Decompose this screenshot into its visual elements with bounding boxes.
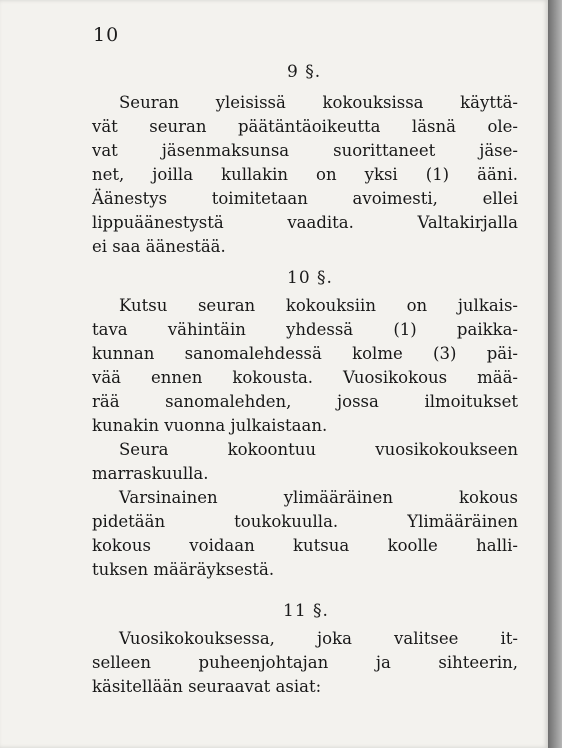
text-line: selleen puheenjohtajan ja sihteerin, — [92, 653, 518, 672]
text-line: tuksen määräyksestä. — [92, 560, 275, 579]
text-line: kunakin vuonna julkaistaan. — [92, 416, 328, 435]
text-line: Seuran yleisissä kokouksissa käyttä- — [119, 93, 518, 112]
text-line: ei saa äänestää. — [92, 237, 226, 256]
text-line: net, joilla kullakin on yksi (1) ääni. — [92, 165, 518, 184]
text-line: vät seuran päätäntäoikeutta läsnä ole- — [92, 117, 518, 136]
page-number: 10 — [93, 24, 120, 46]
text-line: vat jäsenmaksunsa suorittaneet jäse- — [92, 141, 518, 160]
text-line: lippuäänestystä vaadita. Valtakirjalla — [92, 213, 518, 232]
text-line: marraskuulla. — [92, 464, 209, 483]
section-heading-9: 9 §. — [287, 62, 322, 82]
text-line: rää sanomalehden, jossa ilmoitukset — [92, 392, 518, 411]
text-line: kokous voidaan kutsua koolle halli- — [92, 536, 518, 555]
text-line: kunnan sanomalehdessä kolme (3) päi- — [92, 344, 518, 363]
section-heading-10: 10 §. — [287, 268, 333, 288]
text-line: Äänestys toimitetaan avoimesti, ellei — [92, 189, 518, 208]
text-line: Seura kokoontuu vuosikokoukseen — [119, 440, 518, 459]
text-line: vää ennen kokousta. Vuosikokous mää- — [92, 368, 518, 387]
text-line: käsitellään seuraavat asiat: — [92, 677, 322, 696]
text-line: Varsinainen ylimääräinen kokous — [119, 488, 518, 507]
text-line: tava vähintäin yhdessä (1) paikka- — [92, 320, 518, 339]
page-edge-shadow — [548, 0, 562, 748]
text-line: Vuosikokouksessa, joka valitsee it- — [119, 629, 518, 648]
section-heading-11: 11 §. — [283, 601, 329, 621]
text-line: Kutsu seuran kokouksiin on julkais- — [119, 296, 518, 315]
text-line: pidetään toukokuulla. Ylimääräinen — [92, 512, 518, 531]
